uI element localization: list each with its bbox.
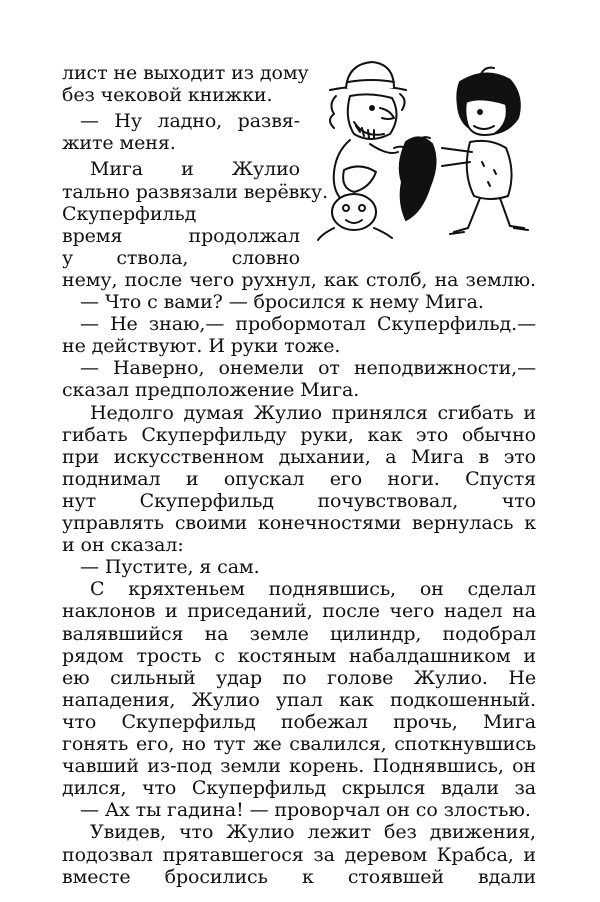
text-line: вместе бросились к стоявшей вдали xyxy=(62,865,536,888)
text-line: Увидев, что Жулио лежит без движения, xyxy=(90,821,536,844)
text-line: Недолго думая Жулио принялся сгибать и xyxy=(90,401,536,424)
text-line: что Скуперфильд побежал прочь, Мига xyxy=(62,710,536,733)
text-line: наклонов и приседаний, после чего надел на xyxy=(62,600,536,623)
text-line: нападения, Жулио упал как подкошенный. xyxy=(62,688,536,711)
text-line: дился, что Скуперфильд скрылся вдали за xyxy=(62,777,536,800)
text-line: у ствола, словно xyxy=(62,246,300,269)
text-line: поднимал и опускал его ноги. Спустя xyxy=(62,467,536,490)
text-line: Мига и Жулио xyxy=(90,158,300,181)
text-line: — Что с вами? — бросился к нему Мига. xyxy=(80,291,484,313)
text-line: гонять его, но тут же свалился, споткнувшись xyxy=(62,733,536,755)
text-line: — Наверно, онемели от неподвижности,— xyxy=(80,357,536,380)
text-line: — Ах ты гадина! — проворчал он со злостью. xyxy=(80,799,531,822)
text-line: время продолжал xyxy=(62,224,300,247)
text-line: Скуперфильд xyxy=(62,202,197,225)
text-line: гибать Скуперфильду руки, как это обычно xyxy=(62,423,536,446)
text-line: нут Скуперфильд почувствовал, что xyxy=(62,489,536,512)
text-line: — Не знаю,— пробормотал Скуперфильд.— xyxy=(80,313,536,336)
text-line: жите меня. xyxy=(62,132,176,155)
two-men-untying-illustration xyxy=(310,52,540,242)
text-line: лист не выходит из дому xyxy=(62,62,309,84)
text-line: и он сказал: xyxy=(62,534,184,557)
text-line: С кряхтеньем поднявшись, он сделал xyxy=(90,578,536,601)
text-line: ею сильный удар по голове Жулио. Не xyxy=(62,666,536,689)
text-line: сказал предположение Мига. xyxy=(62,379,360,402)
text-line: тально развязали верёвку. xyxy=(62,180,329,203)
text-line: при искусственном дыхании, а Мига в это xyxy=(62,445,536,468)
text-line: — Пустите, я сам. xyxy=(80,556,260,579)
text-line: валявшийся на земле цилиндр, подобрал xyxy=(62,622,536,645)
text-line: подозвал прятавшегося за деревом Крабса, и xyxy=(62,843,536,866)
text-line: не действуют. И руки тоже. xyxy=(62,335,341,358)
text-line: нему, после чего рухнул, как столб, на землю. xyxy=(62,268,536,291)
text-line: без чековой книжки. xyxy=(62,84,273,107)
text-line: управлять своими конечностями вернулась к xyxy=(62,512,536,534)
text-line: чавший из-под земли корень. Поднявшись, он xyxy=(62,755,536,778)
text-line: — Ну ладно, развя- xyxy=(80,110,300,133)
text-line: рядом трость с костяным набалдашником и xyxy=(62,644,536,667)
